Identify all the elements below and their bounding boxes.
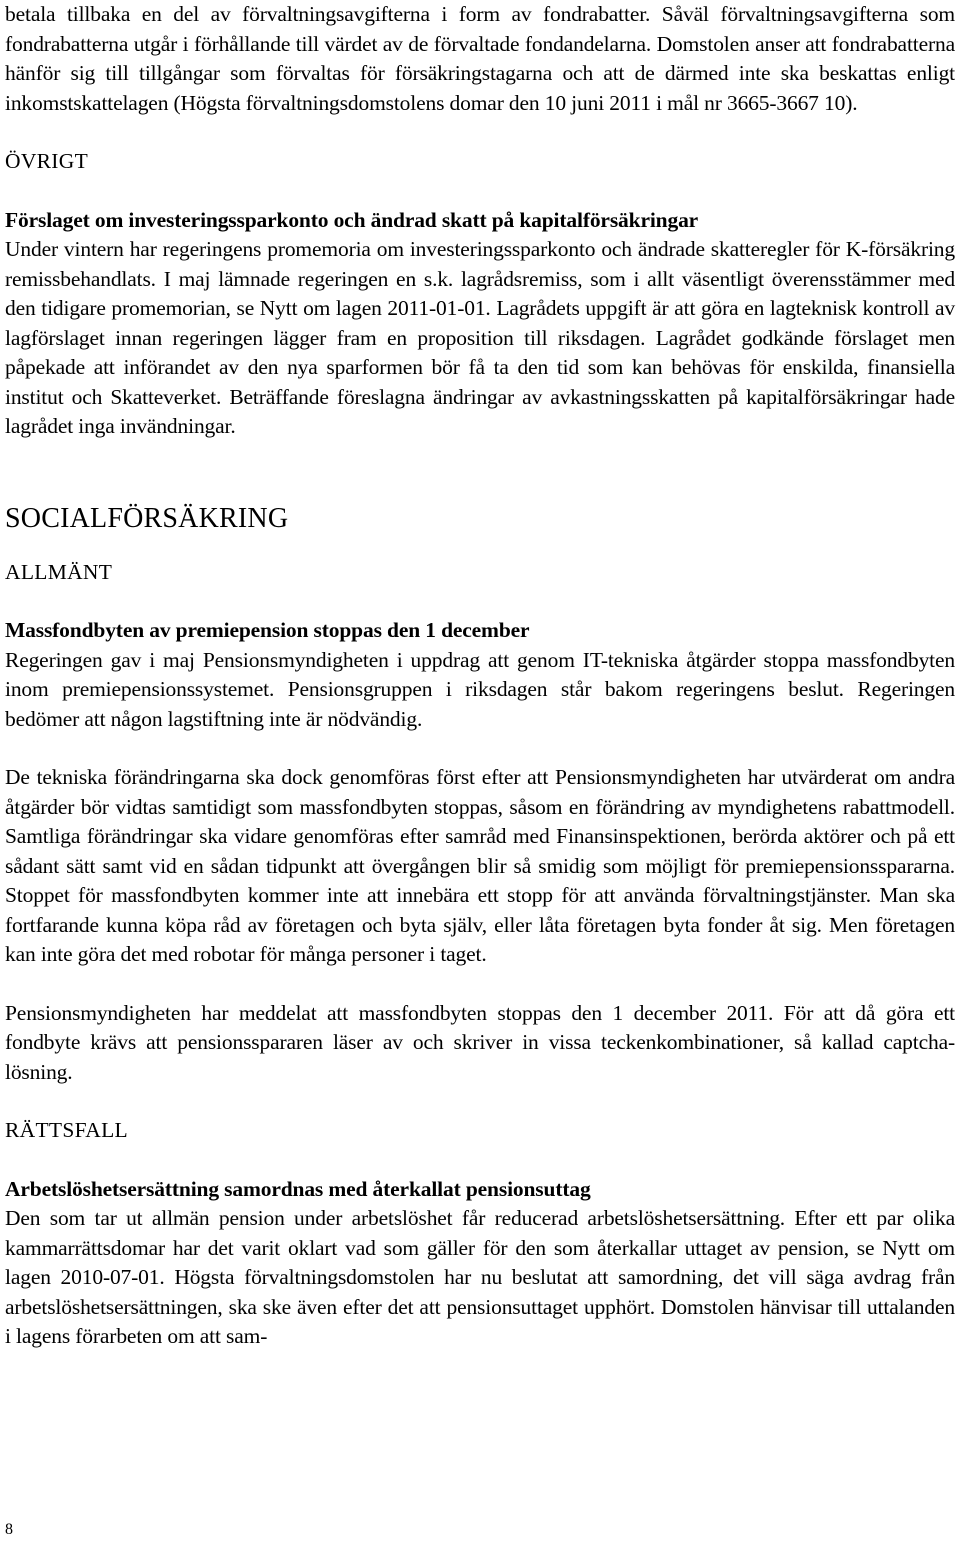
intro-paragraph: betala tillbaka en del av förvaltningsavgifterna i form av fondrabatter. Såväl förvaltningsavgifterna som fondrabatterna utgår i förhållande till värdet av de förvaltade fondandelarna. Domstolen anser att fondrabatterna hänför sig till tillgångar som förvaltas för försäkringstagarna och att de därmed inte ska beskattas enligt inkomstskattelagen (Högsta förvaltningsdomstolens domar den 10 juni 2011 i mål nr 3665-3667 10). (5, 2, 955, 115)
rattsfall-label: RÄTTSFALL (5, 1118, 128, 1142)
social-paragraph-2: De tekniska förändringarna ska dock genomföras först efter att Pensionsmyndigheten har utvärderat om andra åtgärder bör vidtas samtidigt som massfondbyten stoppas, såsom en förändring av myndighetens rabattmodell. Samtliga förändringar ska vidare genomföras efter samråd med Finansinspektionen, berörda aktörer och på ett sådant sätt samt vid en sådan tidpunkt att övergången blir så smidig som möjligt för premiepensionsspararna. Stoppet för massfondbyten kommer inte att innebära ett stopp för att använda förvaltningstjänster. Man ska fortfarande kunna köpa råd av företagen och byta själv, eller låta företagen byta fonder åt sig. Men företagen kan inte göra det med robotar för många personer i taget. (5, 765, 955, 966)
section-title-socialforsakring: SOCIALFÖRSÄKRING (5, 502, 289, 534)
ovrigt-heading: Förslaget om investeringssparkonto och ändrad skatt på kapitalförsäkringar (5, 207, 699, 232)
ovrigt-label: ÖVRIGT (5, 149, 89, 173)
social-heading: Massfondbyten av premiepension stoppas den 1 december (5, 618, 530, 642)
social-paragraph-3: Pensionsmyndigheten har meddelat att massfondbyten stoppas den 1 december 2011. För att då göra ett fondbyte krävs att pensionsspararen läser av och skriver in vissa teckenkombinationer, så kallad captcha-lösning. (5, 1000, 955, 1084)
allmant-label: ALLMÄNT (5, 559, 113, 584)
rattsfall-body: Den som tar ut allmän pension under arbetslöshet får reducerad arbetslöshetsersättning. Efter ett par olika kammarrättsdomar har det varit oklart vad som gäller för den som återkallar uttaget av pension, se Nytt om lagen 2010-07-01. Högsta förvaltningsdomstolen har nu beslutat att samordning, det vill säga avdrag från arbetslöshetsersättningen, ska ske även efter det att pensionsuttaget upphört. Domstolen hänvisar till uttalanden i lagens förarbeten om att sam- (5, 1206, 955, 1348)
ovrigt-body: Under vintern har regeringens promemoria om investeringssparkonto och ändrade skatteregler för K-försäkring remissbehandlats. I maj lämnade regeringen en s.k. lagrådsremiss, som i allt väsentligt överensstämmer med den tidigare promemorian, se Nytt om lagen 2011-01-01. Lagrådets uppgift är att göra en lagteknisk kontroll av lagförslaget innan regeringen lägger fram en proposition till riksdagen. Lagrådet godkände förslaget men påpekade att införandet av den nya sparformen bör få ta den tid som kan behövas för enskilda, finansiella institut och Skatteverket. Beträffande föreslagna ändringar av avkastningsskatten på kapitalförsäkringar hade lagrådet inga invändningar. (5, 237, 955, 438)
page-number: 8 (5, 1521, 13, 1538)
rattsfall-heading: Arbetslöshetsersättning samordnas med återkallat pensionsuttag (5, 1176, 591, 1201)
document-page (5, 0, 955, 1352)
social-paragraph-1: Regeringen gav i maj Pensionsmyndigheten i uppdrag att genom IT-tekniska åtgärder stoppa massfondbyten inom premiepensionssystemet. Pensionsgruppen i riksdagen står bakom regeringens beslut. Regeringen bedömer att någon lagstiftning inte är nödvändig. (5, 647, 955, 731)
